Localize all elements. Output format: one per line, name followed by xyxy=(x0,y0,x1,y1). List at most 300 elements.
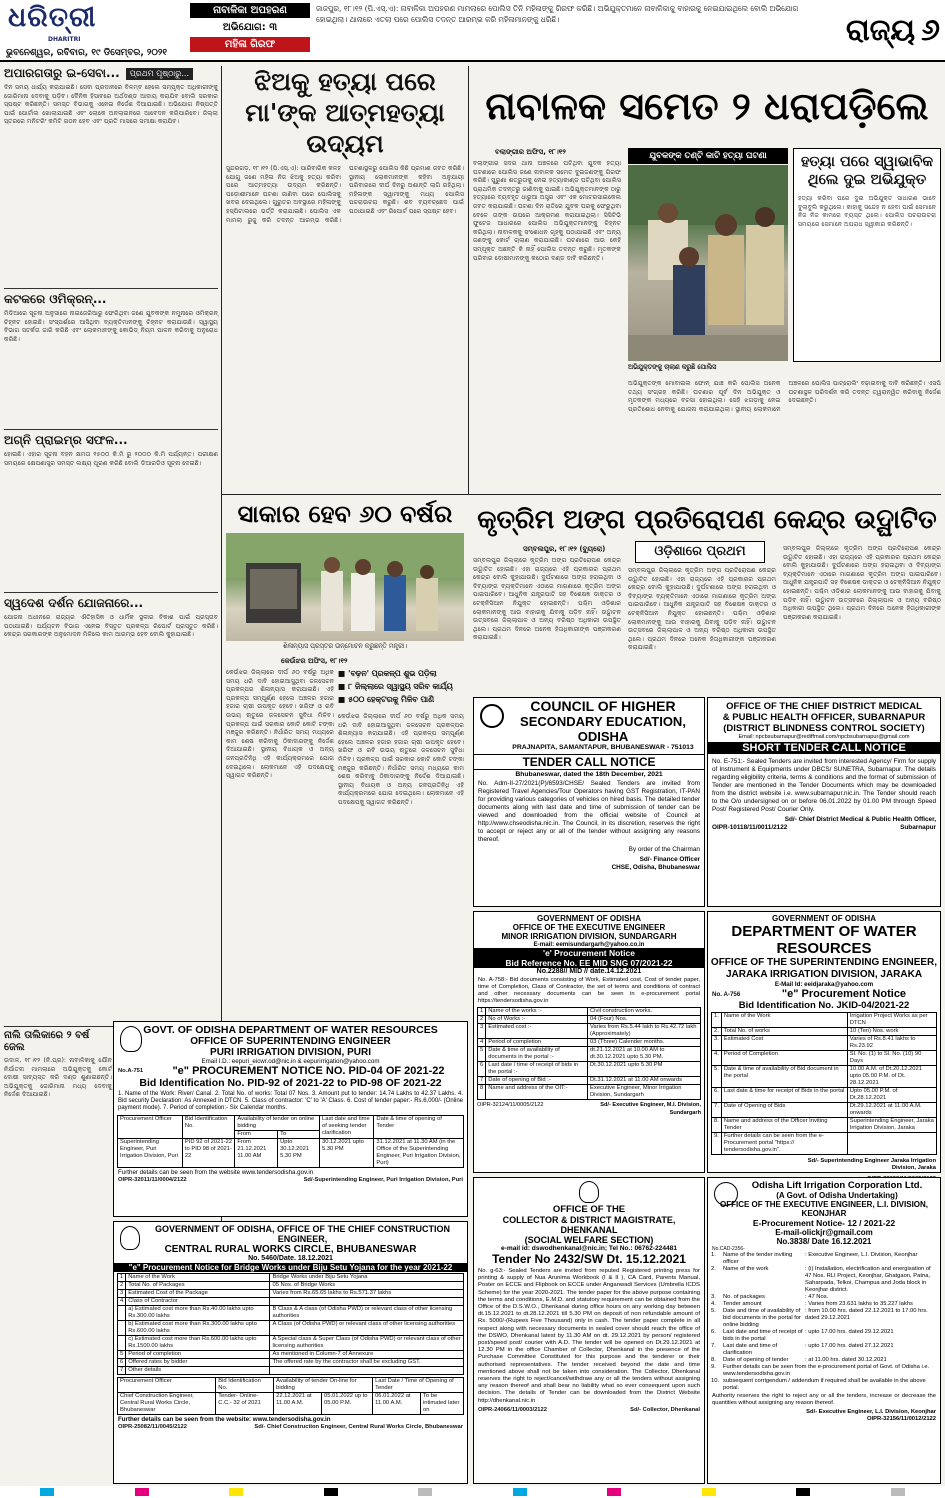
mi-cell: 8 xyxy=(478,1085,486,1100)
mi-row xyxy=(478,1024,701,1039)
dk-tender: Tender No 2432/SW Dt. 15.12.2021 xyxy=(492,1252,686,1266)
chse-body: No. Adm-II-27/2021(P)/6593/CHSE/ Sealed Tenders are invited from Registered Travel Agencies/Tour Operators having GST Registration, IT-PAN for providing various categories of vehicles on hired basis. The detailed tender documents along with last date and time of submission of tender can be viewed and downloaded from the official website of Council at http://www.chseodisha.nic.in. The Council, in its discretion, reserves the right to accept or reject any or all of the tender without assigning any reasons thereof. xyxy=(478,780,700,843)
mi-cell: Last date / time of receipt of bids in the portal :- xyxy=(486,1062,588,1077)
masthead-teaser: ଜାଜପୁର, ୧୮।୧୨ (ପି.ଏସ୍.ଏ): ନାବାଳିକା ଅପହରଣ ମାମଲାରେ ପୋଲିସ ତିନି ମହିଳାଙ୍କୁ ଗିରଫ କରିଛି। ଅଭିଯୁକ୍ତମାନେ ନାବାଳିକାକୁ ବାହାରକୁ ନେଇଯାଇଥିଲେ ବୋଲି ଅଭିଯୋଗ ହୋଇଥିଲା। ଥାନାରେ ଏତଲା ପରେ ପୋଲିସ ତଦନ୍ତ ଆରମ୍ଭ କରି ମହିଳାମାନଙ୍କୁ ଧରିଛି। xyxy=(316,4,799,24)
rw-cell: 1 xyxy=(118,1274,126,1282)
organ-body-2: ସମ୍ବଲପୁର ଜିଲ୍ଲାରେ କୃତ୍ରିମ ଅଙ୍ଗ ପ୍ରତିରୋପଣ କେନ୍ଦ୍ର ଉଦ୍ଘାଟିତ ହୋଇଛି। ଏହା ରାଜ୍ୟରେ ଏହି ପ୍ରକାରର ପ୍ରଥମ କେନ୍ଦ୍ର ବୋଲି କୁହାଯାଉଛି। ଦୁର୍ଘଟଣାରେ ଅଙ୍ଗ ହରାଇଥିବା ଓ ଦିବ୍ୟାଙ୍ଗ ବ୍ୟକ୍ତିମାନେ ଏଠାରେ ମାଗଣାରେ କୃତ୍ରିମ ଅଙ୍ଗ ପାଇପାରିବେ। ଆଧୁନିକ ଯନ୍ତ୍ରପାତି ସହ ବିଶେଷଜ୍ଞ ଡାକ୍ତର ଓ ଟେକ୍ନିସିଆନ ନିଯୁକ୍ତ ହୋଇଛନ୍ତି। ପଶ୍ଚିମ ଓଡ଼ିଶାର ଲୋକମାନଙ୍କୁ ଆଉ ବାହାରକୁ ଯିବାକୁ ପଡ଼ିବ ନାହିଁ। ଉଦ୍ଘାଟନ ଉତ୍ସବରେ ଜିଲ୍ଲାପାଳ ଓ ଅନ୍ୟ ବରିଷ୍ଠ ଅଧିକାରୀ ଉପସ୍ଥିତ ଥିଲେ। ପ୍ରଥମ ଦିନରେ ଅନେକ ହିତାଧିକାରୀଙ୍କ ପଞ୍ଜୀକରଣ କରାଯାଇଛି। xyxy=(628,567,776,652)
li-item xyxy=(711,1308,937,1329)
brief-court xyxy=(4,1030,112,1485)
odisha-emblem-icon xyxy=(579,1181,599,1203)
rw-title2: CENTRAL RURAL WORKS CIRCLE, BHUBANESWAR xyxy=(164,1244,417,1255)
jk-cell: 10 (Ten) Nos. work xyxy=(847,1028,936,1036)
mi-cell: 04 (Four) Nos. xyxy=(587,1016,700,1024)
logo-text: ଧରିତ୍ରୀ xyxy=(8,2,97,33)
mi-cell: 2 xyxy=(478,1016,486,1024)
rw-cell: The offered rate by the contractor shall be excluding GST. xyxy=(270,1359,464,1367)
li-item-value: : Varies from 23.631 lakhs to 35.227 lakhs xyxy=(805,1301,913,1307)
brief-heading: ସ୍ୱଦେଶ ଦର୍ଶନ ଯୋଜନାରେ... xyxy=(4,596,144,610)
mi-sign: Sd/- Executive Engineer, M.I. Division, Sundargarh xyxy=(600,1102,701,1116)
mi-table xyxy=(477,1007,701,1100)
rw-row xyxy=(118,1359,464,1367)
cdmo-body: No. E-751:- Sealed Tenders are invited from interested Agency/ Firm for supply of Instrument & Equipments under DBCS/ SUNETRA, Subarnapur. The details regarding eligibility criteria, terms & conditions and the format of submission of Tender are mentioned in the Tender Documents which may be downloaded from the district website i.e. www.subarnapur.nic.in. The Tender should reach to the O/o undersigned on or before 06.01.2022 by 01.00 PM through Speed Post/ Registered Post/ Courier Only. xyxy=(712,758,936,813)
cdmo-ref: OIPR-10118/11/0011/2122 xyxy=(712,824,788,831)
mi-cell: Estimated cost :- xyxy=(486,1024,588,1039)
rw-td: To be intimated later on xyxy=(420,1393,463,1415)
brief-text: ଦିନ ସମୟ ଧାର୍ଯ୍ୟ କରାଯାଇଛି। ସେବା ପ୍ରଦାନରେ ବିଳମ୍ବ ହେଲେ ସମ୍ପୃକ୍ତ ଅଧିକାରୀଙ୍କୁ ଜୋରିମାନା ଦେବାକୁ ପଡ଼ିବ। ଦୈନିକ ହିସାବରେ ଅର୍ଥଦଣ୍ଡ ଆଦାୟ କରାଯିବ ବୋଲି ସରକାର ସ୍ପଷ୍ଟ କରିଛନ୍ତି। ସମସ୍ତ ବିଭାଗକୁ ଏନେଇ ନିର୍ଦ୍ଦେଶ ଦିଆଯାଇଛି। ଅଭିଯୋଗ ନିଷ୍ପତ୍ତି ପାଇଁ ପୋର୍ଟାଲ ଖୋଲାଯାଇଛି ଏବଂ ଲୋକେ ଅନଲାଇନରେ ଆବେଦନ କରିପାରିବେ। ଜିଲ୍ଲା ସ୍ତରରେ ମନିଟରିଂ କମିଟି ଗଠନ ହେବ ଏବଂ ପ୍ରତି ମାସରେ ସମୀକ୍ଷା କରାଯିବ। xyxy=(4,84,218,126)
li-item-value: : Executive Engineer, L.I. Division, Keonjhar xyxy=(805,1252,918,1258)
color-swatch xyxy=(702,1488,716,1496)
jk-row xyxy=(712,1051,937,1066)
chse-order: By order of the Chairman xyxy=(628,846,700,853)
jk-title1: GOVERNMENT OF ODISHA xyxy=(771,914,876,923)
rw-row xyxy=(118,1367,464,1375)
story-organ xyxy=(473,497,941,693)
jk-email: E-Mail Id: eeidjaraka@yahoo.com xyxy=(774,981,874,988)
rw-row xyxy=(118,1298,464,1306)
logo-subtitle: DHARITRI xyxy=(48,36,81,43)
li-item xyxy=(711,1357,937,1364)
rw-td: 06.01.2022 at 11.00 A.M. xyxy=(373,1393,421,1415)
li-item-value: : upto 17.00 hrs. dated 27.12.2021 xyxy=(805,1343,894,1349)
li-item-label: Name of the tender inviting officer xyxy=(723,1252,793,1265)
color-swatch xyxy=(135,1488,149,1496)
rw-cell: 3 xyxy=(118,1290,126,1298)
organ-tag-text: ଓଡ଼ିଶାରେ ପ୍ରଥମ xyxy=(654,544,746,559)
dream-photo xyxy=(226,533,464,641)
jk-title3: OFFICE OF THE SUPERINTENDING ENGINEER, JARAKA IRRIGATION DIVISION, JARAKA xyxy=(710,957,938,980)
rw-row xyxy=(118,1274,464,1282)
puri-footer: Further details can be seen from the website www.tendersodisha.gov.in xyxy=(118,1168,314,1176)
li-rows xyxy=(708,1252,940,1392)
rw-row xyxy=(118,1282,464,1290)
puri-table: Procurement Officer Bid Identification No. Availability of tender on online bidding Last date and time of seeking tender clarification Date & time of opening of Tender From To Superintending Engineer, Puri Irrigation Division, Puri PID 92 of 2021-22 to PID 98 of 2021-22 From 21.12.2021 11.00 AM Upto 30.12.2021 5.30 PM 30.12.2021 upto 5.30 PM 31.12.2021 at 11.30 AM (in the Office of the Superintending Engineer, Puri Irrigation Division, Puri) xyxy=(117,1115,464,1168)
odisha-emblem-icon xyxy=(120,1226,140,1250)
olic-logo-icon xyxy=(714,1182,738,1206)
mi-cell: Varies from Rs.5.44 lakh to Rs.42.72 lakh (Approximately) xyxy=(587,1024,700,1039)
story-headline: ଝିଅକୁ ହତ୍ୟା ପରେ ମା'ଙ୍କ ଆତ୍ମହତ୍ୟା ଉଦ୍ୟମ xyxy=(245,67,445,158)
jk-cell: 1. xyxy=(712,1013,722,1028)
puri-sign: Sd/-Superintending Engineer, Puri Irrigation Division, Puri xyxy=(303,1176,463,1183)
brief-text: ହୋଇଛି। ଏହାର ସୂଚନା ବହନ କ୍ଷମତା ୧୫୦୦ କି.ମି ରୁ ୨୦୦୦ କି.ମି ପର୍ଯ୍ୟନ୍ତ। ପରୀକ୍ଷଣ ସମୟରେ କ୍ଷେପଣାସ୍ତ୍ର ସମସ୍ତ ଲକ୍ଷ୍ୟ ପୂରଣ କରିଛି ବୋଲି ଡିଆରଡିଓ ସୂଚନା ଦେଇଛି। xyxy=(4,451,218,467)
mi-cell: Date & time of availability of documents in the portal :- xyxy=(486,1047,588,1062)
mi-row xyxy=(478,1047,701,1062)
li-sign: Sd/- Executive Engineer, L.I. Division, Keonjhar xyxy=(806,1409,936,1415)
jk-cell: Last date & time for receipt of Bids in the portal xyxy=(721,1088,847,1103)
dream-bullets xyxy=(338,669,464,705)
dateline: ଭୁବନେଶ୍ୱର, ରବିବାର, ୧୯ ଡିସେମ୍ବର, ୨୦୨୧ xyxy=(6,48,168,58)
li-item xyxy=(711,1364,937,1378)
color-swatch xyxy=(229,1488,243,1496)
puri-th: Date & time of opening of Tender xyxy=(374,1115,464,1138)
mi-title3: MINOR IRRIGATION DIVISION, SUNDARGARH xyxy=(501,932,677,941)
cdmo-notice-title: SHORT TENDER CALL NOTICE xyxy=(708,742,940,754)
puri-td: 30.12.2021 upto 5.30 PM xyxy=(320,1138,374,1167)
chse-title2: SECONDARY EDUCATION, ODISHA xyxy=(520,714,686,744)
jk-cell xyxy=(847,1133,936,1155)
mi-row xyxy=(478,1085,701,1100)
li-item-label: No. of packages xyxy=(723,1294,765,1300)
rw-cell: Name of the Work xyxy=(126,1274,270,1282)
li-no: No.3838/ Date 16.12.2021 xyxy=(776,1237,872,1246)
jk-cell: Period of Completion xyxy=(721,1051,847,1066)
rw-cell: As mentioned in Column-7 of Annexure xyxy=(270,1351,464,1359)
li-item-label: subsequent corrigendum / addendum if required shall be available in the above portal. xyxy=(723,1378,926,1391)
color-swatch xyxy=(418,1488,432,1496)
odisha-emblem-icon xyxy=(120,1026,142,1052)
rw-no: No. 5460/Date. 18.12.2021 xyxy=(248,1255,333,1262)
jk-no: No. A-756 xyxy=(712,990,741,998)
color-swatch xyxy=(324,1488,338,1496)
li-title3: OFFICE OF THE EXECUTIVE ENGINEER, L.I. DIVISION, KEONJHAR xyxy=(719,1200,929,1218)
rw-cell: a) Estimated cost more than Rs.40.00 lakhs upto Rs.300.00 lakhs xyxy=(126,1306,270,1321)
jk-cell: 9. xyxy=(712,1133,722,1155)
story-body: ସୁନ୍ଦରଗଡ଼, ୧୮।୧୨ (ପି.ଏସ୍.ଏ): ପାରିବାରିକ କଳହ ଯୋଗୁ ଜଣେ ମହିଳା ନିଜ ଝିଅକୁ ହତ୍ୟା କରିବା ପରେ ଆତ୍ମହତ୍ୟା ଉଦ୍ୟମ କରିଛନ୍ତି। ପଡ଼ୋଶୀମାନେ ଘଟଣା ଜାଣିବା ପରେ ପୋଲିସକୁ ଖବର ଦେଇଥିଲେ। ଗୁରୁତର ଅବସ୍ଥାରେ ମହିଳାଙ୍କୁ ହସ୍ପିଟାଲରେ ଭର୍ତ୍ତି କରାଯାଇଛି। ପୋଲିସ ଏକ ମାମଲା ରୁଜୁ କରି ତଦନ୍ତ ଆରମ୍ଭ କରିଛି। ଘଟଣାସ୍ଥଳରୁ ପୋଲିସ କିଛି ପ୍ରମାଣ ଜବତ କରିଛି। ସ୍ଥାନୀୟ ଲୋକମାନଙ୍କ କହିବା ଅନୁଯାୟୀ ପରିବାରରେ ଦୀର୍ଘ ଦିନରୁ ଅଶାନ୍ତି ଲାଗି ରହିଥିଲା। ମହିଳାଙ୍କ ସ୍ୱାମୀଙ୍କୁ ମଧ୍ୟ ପୋଲିସ ପଚରାଉଚରା କରୁଛି। ଶବ ବ୍ୟବଚ୍ଛେଦ ପାଇଁ ପଠାଯାଇଛି ଏବଂ ରିପୋର୍ଟ ପରେ ସ୍ପଷ୍ଟ ହେବ। xyxy=(226,165,464,224)
cdmo-title2: & PUBLIC HEALTH OFFICER, SUBARNAPUR xyxy=(722,712,926,723)
li-code: No.CAD-2356- xyxy=(712,1246,745,1252)
chse-notice-title: TENDER CALL NOTICE xyxy=(474,754,704,770)
rw-cell: Varies from Rs.65.65 lakhs to Rs.571.37 lakhs xyxy=(270,1290,464,1298)
section-label xyxy=(815,6,940,54)
rw-cell: b) Estimated cost more than Rs.300.00 lakhs upto Rs.600.00 lakhs xyxy=(126,1321,270,1336)
brief-swadesh xyxy=(4,596,218,1032)
li-item-label: Last date and time of receipt of bids in the portal xyxy=(723,1329,803,1342)
ad-minor-irrigation xyxy=(473,911,705,1173)
li-item-num: 4. xyxy=(711,1301,716,1307)
rw-ref: OIPR-25082/11/0045/2122 xyxy=(118,1424,187,1430)
jk-row xyxy=(712,1103,937,1118)
rw-row xyxy=(118,1336,464,1351)
story-suicide xyxy=(226,66,464,491)
rw-cell: Other details xyxy=(126,1367,270,1375)
mi-no: No.2288// MID // date.14.12.2021 xyxy=(536,968,642,975)
mi-cell: Civil construction works. xyxy=(587,1008,700,1016)
color-swatch xyxy=(40,1488,54,1496)
li-title1: Odisha Lift Irrigation Corporation Ltd. xyxy=(751,1180,923,1191)
rw-td: 05.01.2022 up to 05.00 P.M. xyxy=(322,1393,373,1415)
brief-text: ଉଦାଳ, ୧୮।୧୨ (ନି.ପ୍ର): ନାବାଳିକାକୁ ଯୌନ ନିର୍ଯାତନା ମାମଲାରେ ଅଭିଯୁକ୍ତକୁ କୋର୍ଟ ଦୋଷୀ ସାବ୍ୟସ୍ତ କରି ଦଣ୍ଡ ଶୁଣାଇଛନ୍ତି। ଅଭିଯୁକ୍ତକୁ ଜୋରିମାନା ମଧ୍ୟ ଦେବାକୁ ନିର୍ଦ୍ଦେଶ ଦିଆଯାଇଛି। xyxy=(4,1057,112,1099)
bullet-item: ■ ୮ ଜିଲ୍ଲାରେ ସ୍ୱାସ୍ଥ୍ୟ ସରିବ କାର୍ଯ୍ୟ xyxy=(338,682,453,691)
jk-cell: 8. xyxy=(712,1118,722,1133)
jk-cell: Sl. No. (1) to Sl. No. (10) 90 Days xyxy=(847,1051,936,1066)
photo-tag-text: ଯୁବକଙ୍କ ତଣ୍ଟି କାଟି ହତ୍ୟା ଘଟଣା xyxy=(649,151,767,161)
rw-cell: 4 xyxy=(118,1298,126,1306)
li-item-num: 5. xyxy=(711,1308,716,1314)
rw-th: Availability of tender On-line for bidding xyxy=(274,1378,373,1393)
tag-block xyxy=(190,3,310,58)
mi-cell: 03 (Three) Calender months. xyxy=(587,1039,700,1047)
mi-title1: GOVERNMENT OF ODISHA xyxy=(536,914,641,923)
dk-ref: OIPR-24066/11/0003/2122 xyxy=(478,1406,547,1413)
cdmo-sign: Sd/- Chief District Medical & Public Health Officer, xyxy=(784,816,936,823)
li-item xyxy=(711,1266,937,1294)
brief-text: ମିଡିଆରେ ସୂଚନା ଅନୁସାରେ ନାଇଜେରିଆରୁ ଫେରିଥିବା ଜଣେ ଯୁବକଙ୍କ ନମୁନାରେ ଓମିକ୍ରନ୍ ଚିହ୍ନଟ ହୋଇଛି। ସଂସ୍ପର୍ଶରେ ଆସିଥିବା ବ୍ୟକ୍ତିମାନଙ୍କୁ ଚିହ୍ନଟ କରାଯାଉଛି। ସ୍ୱାସ୍ଥ୍ୟ ବିଭାଗ ସତର୍କତା ଜାରି କରିଛି ଏବଂ ଲୋକମାନଙ୍କୁ କୋଭିଡ୍ ନିୟମ ପାଳନ କରିବାକୁ ଅନୁରୋଧ କରିଛି। xyxy=(4,310,218,343)
mi-bid: Bid Reference No. EE MID SNG 07/2021-22 xyxy=(474,958,704,968)
puri-th: Availability of tender on online bidding xyxy=(235,1115,320,1130)
brief-eseva xyxy=(4,66,218,286)
puri-desc: 1. Name of the Work: River/ Canal. 2. Total No. of works: Total 07 Nos. 3. Amount put to tender: 14.74 Lakhs to 42.37 Lakhs. 4. Bid security Declaration: As Annexed in DTCN. 5. Class of contractor: 'C' to 'A' Class. 6. Cost of tender paper:- Rs.6,000/- (Online payment mode). 7. Period of completion:- Six Calendar months. xyxy=(118,1091,463,1112)
puri-bid: Bid Identification No. PID-92 of 2021-22 to PID-98 OF 2021-22 xyxy=(139,1077,442,1089)
dk-title3: (SOCIAL WELFARE SECTION) xyxy=(524,1235,654,1245)
li-ref: OIPR-32156/11/0012/2122 xyxy=(867,1416,936,1422)
organ-headline: କୃତ୍ରିମ ଅଙ୍ଗ ପ୍ରତିରୋପଣ କେନ୍ଦ୍ର ଉଦ୍ଘାଟିତ xyxy=(477,505,937,535)
puri-td: PID 92 of 2021-22 to PID 98 of 2021-22 xyxy=(182,1138,234,1167)
organ-body-1: ସମ୍ବଲପୁର ଜିଲ୍ଲାରେ କୃତ୍ରିମ ଅଙ୍ଗ ପ୍ରତିରୋପଣ କେନ୍ଦ୍ର ଉଦ୍ଘାଟିତ ହୋଇଛି। ଏହା ରାଜ୍ୟରେ ଏହି ପ୍ରକାରର ପ୍ରଥମ କେନ୍ଦ୍ର ବୋଲି କୁହାଯାଉଛି। ଦୁର୍ଘଟଣାରେ ଅଙ୍ଗ ହରାଇଥିବା ଓ ଦିବ୍ୟାଙ୍ଗ ବ୍ୟକ୍ତିମାନେ ଏଠାରେ ମାଗଣାରେ କୃତ୍ରିମ ଅଙ୍ଗ ପାଇପାରିବେ। ଆଧୁନିକ ଯନ୍ତ୍ରପାତି ସହ ବିଶେଷଜ୍ଞ ଡାକ୍ତର ଓ ଟେକ୍ନିସିଆନ ନିଯୁକ୍ତ ହୋଇଛନ୍ତି। ପଶ୍ଚିମ ଓଡ଼ିଶାର ଲୋକମାନଙ୍କୁ ଆଉ ବାହାରକୁ ଯିବାକୁ ପଡ଼ିବ ନାହିଁ। ଉଦ୍ଘାଟନ ଉତ୍ସବରେ ଜିଲ୍ଲାପାଳ ଓ ଅନ୍ୟ ବରିଷ୍ଠ ଅଧିକାରୀ ଉପସ୍ଥିତ ଥିଲେ। ପ୍ରଥମ ଦିନରେ ଅନେକ ହିତାଧିକାରୀଙ୍କ ପଞ୍ଜୀକରଣ କରାଯାଇଛି। xyxy=(473,557,621,642)
rw-table2 xyxy=(117,1377,464,1415)
continued-tag: ପ୍ରଥମ ପୃଷ୍ଠାରୁ... xyxy=(126,68,193,80)
jk-sign: Sd/- Superintending Engineer Jaraka Irrigation Division, Jaraka xyxy=(807,1158,936,1171)
jk-cell: 3. xyxy=(712,1036,722,1051)
li-item-value: : at 11.00 hrs. dated 30.12.2021 xyxy=(805,1357,887,1363)
jk-row xyxy=(712,1013,937,1028)
puri-td: 31.12.2021 at 11.30 AM (in the Office of the Superintending Engineer, Puri Irrigation Division, Puri) xyxy=(374,1138,464,1167)
mi-proc: 'e' Procurement Notice xyxy=(474,948,704,958)
rw-cell: B Class & A class (of Odisha PWD) or relevant class of other licensing authorities xyxy=(270,1306,464,1321)
mi-footer xyxy=(474,1100,704,1118)
jk-cell: Total No. of works xyxy=(721,1028,847,1036)
dk-title2: COLLECTOR & DISTRICT MAGISTRATE, DHENKANAL xyxy=(502,1215,676,1235)
story-dream xyxy=(226,497,464,1097)
mi-title2: OFFICE OF THE EXECUTIVE ENGINEER xyxy=(512,923,666,932)
rw-row xyxy=(118,1321,464,1336)
cdmo-footer xyxy=(708,824,940,832)
li-footer: Authority reserves the right to reject any or all the tenders, increase or decrease the quantities without assigning any reason thereof. xyxy=(712,1393,936,1406)
jk-proc-row xyxy=(708,988,940,1000)
puri-no: No.A-751 xyxy=(118,1068,144,1074)
cdmo-title1: OFFICE OF THE CHIEF DISTRICT MEDICAL xyxy=(726,701,922,712)
rw-cell xyxy=(118,1306,126,1321)
rw-cell: Class of Contractor xyxy=(126,1298,270,1306)
rw-cell: 2 xyxy=(118,1282,126,1290)
li-email: E-mail-olickjr@gmail.com xyxy=(775,1228,873,1237)
rw-cell: A Special class & Super Class (of Odisha PWD) or relevant class of other licensing authorities xyxy=(270,1336,464,1351)
jk-cell: Name and address of the Officer Inviting Tender xyxy=(721,1118,847,1133)
li-item-value: : upto 17.00 hrs. dated 29.12.2021 xyxy=(805,1329,894,1335)
tag-complaint: ଅଭିଯୋଗ: ୩ xyxy=(222,22,278,33)
puri-bottom xyxy=(114,1177,467,1183)
rw-cell xyxy=(118,1321,126,1336)
lead-body: ବଲାଙ୍ଗୀର ସଦର ଥାନା ଅଞ୍ଚଳରେ ଘଟିଥିବା ଯୁବକ ହତ୍ୟା ଘଟଣାରେ ପୋଲିସ ଜଣେ ନାବାଳକ ସମେତ ଦୁଇଜଣଙ୍କୁ ଗିରଫ କରିଛି। ପୁରୁଣା ଶତ୍ରୁତାକୁ ନେଇ ହତ୍ୟାକାଣ୍ଡ ଘଟିଥିବା ପୋଲିସ ପ୍ରାଥମିକ ତଦନ୍ତରୁ ଜାଣିବାକୁ ପାଇଛି। ଅଭିଯୁକ୍ତମାନଙ୍କ ଠାରୁ ହତ୍ୟାରେ ବ୍ୟବହୃତ ଧାରୁଆ ଅସ୍ତ୍ର ଏବଂ ଏକ ମୋଟରସାଇକେଲ ଜବତ କରାଯାଇଛି। ଘଟଣା ଦିନ ରାତିରେ ଯୁବକ ଘରକୁ ଫେରୁଥିବା ବେଳେ ତାଙ୍କ ଉପରେ ଆକ୍ରମଣ କରାଯାଇଥିଲା। ସିସିଟିଭି ଫୁଟେଜ ଆଧାରରେ ପୋଲିସ ଅଭିଯୁକ୍ତମାନଙ୍କୁ ଚିହ୍ନଟ କରିଥିଲା। ନାବାଳକକୁ ସଂଶୋଧନ ଗୃହକୁ ପଠାଯାଇଛି ଏବଂ ଅନ୍ୟ ଜଣଙ୍କୁ କୋର୍ଟ ଚାଲାଣ କରାଯାଇଛି। ଘଟଣାରେ ଆଉ କେହି ସମ୍ପୃକ୍ତ ଅଛନ୍ତି କି ନାହିଁ ପୋଲିସ ତଦନ୍ତ କରୁଛି। ମୃତକଙ୍କ ପରିବାର ଦୋଷୀମାନଙ୍କୁ କଠୋର ଦଣ୍ଡ ଦାବି କରିଛନ୍ତି। xyxy=(473,160,621,262)
brief-heading: ଅପାରଗତାରୁ ଇ-ସେବା... xyxy=(4,66,120,80)
li-title2: (A Govt. of Odisha Undertaking) xyxy=(776,1191,898,1200)
rw-th: Bid Identification No. xyxy=(216,1378,274,1393)
jk-cell: Upto 05.00 P.M. of Dt.28.12.2021 xyxy=(847,1088,936,1103)
jk-bid: Bid Identification No. JKID-04/2021-22 xyxy=(738,1000,910,1011)
puri-title1: GOVT. OF ODISHA DEPARTMENT OF WATER RESOURCES xyxy=(143,1024,438,1036)
lead-dateline: ବଲାଙ୍ଗୀର ଅଫିସ, ୧୮।୧୨ xyxy=(495,148,566,156)
bullet-item: ■ ୫୦୦ ହେକ୍ଟରକୁ ମିଳିବ ପାଣି xyxy=(338,695,434,704)
rw-cell: 05 Nos. of Bridge Works xyxy=(270,1282,464,1290)
puri-td: Superintending Engineer, Puri Irrigation Division, Puri xyxy=(118,1138,183,1167)
dream-body-right: କେଉଁଝର ଜିଲ୍ଲାରେ ଦୀର୍ଘ ୬୦ ବର୍ଷରୁ ଅଧିକ ସମୟ ଧରି ଦାବି ହୋଇଆସୁଥିବା ଜଳସେଚନ ପ୍ରକଳ୍ପର ଶିଳାନ୍ୟାସ କରାଯାଇଛି। ଏହି ପ୍ରକଳ୍ପ ସମ୍ପୂର୍ଣ୍ଣ ହେଲେ ଅଞ୍ଚଳର ହଜାର ହଜାର ଚାଷୀ ଉପକୃତ ହେବେ। ଖରିଫ ଓ ରବି ଉଭୟ ଋତୁରେ ଜଳସେଚନ ସୁବିଧା ମିଳିବ। ପ୍ରକଳ୍ପ ପାଇଁ ସରକାର କୋଟି କୋଟି ଟଙ୍କା ମଞ୍ଜୁର କରିଛନ୍ତି। ନିର୍ଧାରିତ ସମୟ ମଧ୍ୟରେ କାମ ଶେଷ କରିବାକୁ ଠିକାଦାରଙ୍କୁ ନିର୍ଦ୍ଦେଶ ଦିଆଯାଇଛି। ସ୍ଥାନୀୟ ବିଧାୟକ ଓ ଅନ୍ୟ ଜନପ୍ରତିନିଧି ଏହି କାର୍ଯ୍ୟକ୍ରମରେ ଯୋଗ ଦେଇଥିଲେ। ଲୋକମାନେ ଏହି ପଦକ୍ଷେପକୁ ସ୍ୱାଗତ କରିଛନ୍ତି। xyxy=(338,713,464,806)
rw-cell: A Class (of Odisha PWD) or relevant class of other licensing authorities xyxy=(270,1321,464,1336)
li-item-label: Last date and time of clarification xyxy=(723,1343,778,1356)
mi-cell: 3 xyxy=(478,1024,486,1039)
mi-row xyxy=(478,1062,701,1077)
rw-cell: Offered rates by bidder xyxy=(126,1359,270,1367)
ad-dhenkanal xyxy=(473,1177,705,1484)
li-proc: E-Procurement Notice- 12 / 2021-22 xyxy=(752,1218,896,1228)
rw-cell xyxy=(118,1336,126,1351)
color-swatch xyxy=(513,1488,527,1496)
li-item-num: 2. xyxy=(711,1266,716,1272)
li-item-value: : 47 Nos. xyxy=(805,1294,829,1300)
ad-jaraka xyxy=(707,911,941,1173)
li-item-num: 6. xyxy=(711,1329,716,1335)
li-item xyxy=(711,1301,937,1308)
masthead xyxy=(0,0,945,62)
li-item-num: 10. xyxy=(711,1378,720,1384)
ad-chse xyxy=(473,697,705,907)
rw-proc: "e" Procurement Notice for Bridge Works under Biju Setu Yojana for the year 2021-22 xyxy=(114,1263,467,1272)
jk-table xyxy=(711,1012,937,1155)
li-item-label: Name of the work xyxy=(723,1266,769,1272)
jk-row xyxy=(712,1028,937,1036)
jk-cell: Superintending Engineer, Jaraka Irrigation Division, Jaraka xyxy=(847,1118,936,1133)
jk-cell: Varies of Rs.8.41 lakhs to Rs.23.92 xyxy=(847,1036,936,1051)
rw-td: Chief Construction Engineer, Central Rural Works Circle, Bhubaneswar xyxy=(118,1393,216,1415)
brief-text: ଯୋଜନା ଅଧୀନରେ ରାଜ୍ୟର ଐତିହାସିକ ଓ ଧାର୍ମିକ ସ୍ଥଳୀର ବିକାଶ ପାଇଁ ପ୍ରସ୍ତାବ ପଠାଯାଇଛି। ପର୍ଯ୍ୟଟନ ବିଭାଗ ଏନେଇ ବିସ୍ତୃତ ପ୍ରକଳ୍ପ ରିପୋର୍ଟ ପ୍ରସ୍ତୁତ କରିଛି। କେନ୍ଦ୍ର ସରକାରଙ୍କ ଅନୁମୋଦନ ମିଳିଲେ କାମ ଆରମ୍ଭ ହେବ ବୋଲି କୁହାଯାଇଛି। xyxy=(4,614,218,639)
brief-omicron xyxy=(4,292,218,430)
cdmo-title3: (DISTRICT BLINDNESS CONTROL SOCIETY) xyxy=(723,723,925,734)
rw-cell: c) Estimated cost more than Rs.600.00 lakhs upto Rs.1500.00 lakhs xyxy=(126,1336,270,1351)
rw-cell xyxy=(270,1298,464,1306)
page-number: ୬ xyxy=(921,12,940,48)
bullet-item: ■ 'ବଢ଼ନ' ପ୍ରକଳ୍ପ ଶୁଭ ପଡ଼ିଲା xyxy=(338,669,437,678)
rw-table xyxy=(117,1273,464,1375)
jk-row xyxy=(712,1118,937,1133)
color-swatch xyxy=(796,1488,810,1496)
mi-email: E-mail: eemisundargarh@yahoo.co.in xyxy=(533,941,645,948)
mi-cell: 6 xyxy=(478,1062,486,1077)
mi-cell: dt.21.12.2021 at 10.00 AM to dt.30.12.2021 upto 5.30 PM. xyxy=(587,1047,700,1062)
mi-row xyxy=(478,1077,701,1085)
ad-cdmo xyxy=(707,697,941,907)
dk-title1: OFFICE OF THE xyxy=(552,1204,626,1215)
mi-cell: No of Works :- xyxy=(486,1016,588,1024)
mi-cell: 1 xyxy=(478,1008,486,1016)
jk-title2: DEPARTMENT OF WATER RESOURCES xyxy=(731,923,917,957)
rw-sign: Sd/- Chief Construction Engineer, Central Rural Works Circle, Bhubaneswar xyxy=(254,1424,463,1430)
jk-cell: 6. xyxy=(712,1088,722,1103)
dk-body: No. g-63:- Sealed Tenders are invited from reputed Registered printing press for printing & supply of Nua Arunima Workbook (I & II ), CA Card, Parents Manual, Poster on ECCE and Flipbook on ECCE under Anganwadi Services (Umbrella ICDS Scheme) for the year 2020-2021. The tender paper for the above purpose containing the terms and conditions, E.M.D. and statutory requirement can be obtained from the Office of the D.S.W.O., Dhenkanal during office hours on any working day between dt.15.12.2021 to dt.28.12.2021 till 5.30 PM on deposit of non refundable amount of Rs. 5000/-(Rupees Five Thousand) only in cash. The tender paper complete in all respect along with necessary documents in sealed cover should reach the office of the DSWO, Dhenkanal latest by 11.30 AM on dt. 29.12.2021 by person/ registered post/speed post/ courier with A.D. The tender will be opened on Dt.29.12.2021 at 12.30 PM in the office Chamber of Collector, Dhenkanal in the presence of the Purchase Committee Constituted for this purpose and the tenderer or their authorised representatives. The tender received beyond the date and time mentioned above shall not be taken into consideration. The Collector, Dhenkanal reserves the right to reject/cancel/withdraw any or all the tenders without assigning any reason thereof and shall bear no liability what so ever consequent upon such decision. The details of Tender can be downloaded from the District Website http://dhenkanal.nic.in xyxy=(478,1268,700,1404)
rw-title1: GOVERNMENT OF ODISHA, OFFICE OF THE CHIEF CONSTRUCTION ENGINEER, xyxy=(154,1224,450,1244)
mi-cell: Name and address of the OIT:- xyxy=(486,1085,588,1100)
lead-photo-tag xyxy=(628,148,788,164)
jk-row xyxy=(712,1133,937,1155)
mi-cell: Dt.30.12.2021 upto 5.30 PM xyxy=(587,1062,700,1077)
puri-td: From 21.12.2021 11.00 AM xyxy=(235,1138,278,1167)
story-lead xyxy=(473,66,941,494)
puri-ref: OIPR-32011/11/0004/2122 xyxy=(118,1176,187,1183)
color-swatch xyxy=(607,1488,621,1496)
rw-cell: Period of completion xyxy=(126,1351,270,1359)
ad-lift-irrigation xyxy=(707,1177,941,1484)
puri-title2: OFFICE OF SUPERINTENDING ENGINEER xyxy=(190,1036,391,1047)
mi-cell: Name of the works :- xyxy=(486,1008,588,1016)
print-color-bar xyxy=(0,1486,945,1498)
chse-sign1: Sd/- Finance Officer xyxy=(639,856,700,863)
lead-body-continued: ଅଭିଯୁକ୍ତଙ୍କ ମୋବାଇଲ ଫୋନ୍ ଯାଞ୍ଚ କରି ପୋଲିସ ଅନେକ ତଥ୍ୟ ସଂଗ୍ରହ କରିଛି। ଘଟଣାର ପୂର୍ବ ଦିନ ଅଭିଯୁକ୍ତ ଓ ମୃତକଙ୍କ ମଧ୍ୟରେ ବଚସା ହୋଇଥିଲା। ସେହି ଝଗଡ଼ାକୁ ନେଇ ପ୍ରତିଶୋଧ ନେବାକୁ ଯୋଜନା କରାଯାଇଥିଲା। ସ୍ଥାନୀୟ ଲୋକମାନେ ଅଞ୍ଚଳରେ ପୋଲିସ ପାଟ୍ରୋଲିଂ ବଢ଼ାଇବାକୁ ଦାବି କରିଛନ୍ତି। ଏସପି ଘଟଣାସ୍ଥଳ ପରିଦର୍ଶନ କରି ତଦନ୍ତ ତ୍ୱରାନ୍ୱିତ କରିବାକୁ ନିର୍ଦ୍ଦେଶ ଦେଇଛନ୍ତି। xyxy=(628,380,941,413)
li-item-num: 3. xyxy=(711,1294,716,1300)
jk-cell: Date of Opening of Bids xyxy=(721,1103,847,1118)
dk-sign: Sd/- Collector, Dhenkanal xyxy=(630,1406,700,1413)
li-item-num: 9. xyxy=(711,1364,716,1370)
mi-row xyxy=(478,1016,701,1024)
ad-rural-works xyxy=(113,1221,468,1484)
rw-cell: Estimated Cost of the Package xyxy=(126,1290,270,1298)
organ-body-3: ସମ୍ବଲପୁର ଜିଲ୍ଲାରେ କୃତ୍ରିମ ଅଙ୍ଗ ପ୍ରତିରୋପଣ କେନ୍ଦ୍ର ଉଦ୍ଘାଟିତ ହୋଇଛି। ଏହା ରାଜ୍ୟରେ ଏହି ପ୍ରକାରର ପ୍ରଥମ କେନ୍ଦ୍ର ବୋଲି କୁହାଯାଉଛି। ଦୁର୍ଘଟଣାରେ ଅଙ୍ଗ ହରାଇଥିବା ଓ ଦିବ୍ୟାଙ୍ଗ ବ୍ୟକ୍ତିମାନେ ଏଠାରେ ମାଗଣାରେ କୃତ୍ରିମ ଅଙ୍ଗ ପାଇପାରିବେ। ଆଧୁନିକ ଯନ୍ତ୍ରପାତି ସହ ବିଶେଷଜ୍ଞ ଡାକ୍ତର ଓ ଟେକ୍ନିସିଆନ ନିଯୁକ୍ତ ହୋଇଛନ୍ତି। ପଶ୍ଚିମ ଓଡ଼ିଶାର ଲୋକମାନଙ୍କୁ ଆଉ ବାହାରକୁ ଯିବାକୁ ପଡ଼ିବ ନାହିଁ। ଉଦ୍ଘାଟନ ଉତ୍ସବରେ ଜିଲ୍ଲାପାଳ ଓ ଅନ୍ୟ ବରିଷ୍ଠ ଅଧିକାରୀ ଉପସ୍ଥିତ ଥିଲେ। ପ୍ରଥମ ଦିନରେ ଅନେକ ହିତାଧିକାରୀଙ୍କ ପଞ୍ଜୀକରଣ କରାଯାଇଛି। xyxy=(783,545,941,621)
dream-body-left: କେଉଁଝର ଜିଲ୍ଲାରେ ଦୀର୍ଘ ୬୦ ବର୍ଷରୁ ଅଧିକ ସମୟ ଧରି ଦାବି ହୋଇଆସୁଥିବା ଜଳସେଚନ ପ୍ରକଳ୍ପର ଶିଳାନ୍ୟାସ କରାଯାଇଛି। ଏହି ପ୍ରକଳ୍ପ ସମ୍ପୂର୍ଣ୍ଣ ହେଲେ ଅଞ୍ଚଳର ହଜାର ହଜାର ଚାଷୀ ଉପକୃତ ହେବେ। ଖରିଫ ଓ ରବି ଉଭୟ ଋତୁରେ ଜଳସେଚନ ସୁବିଧା ମିଳିବ। ପ୍ରକଳ୍ପ ପାଇଁ ସରକାର କୋଟି କୋଟି ଟଙ୍କା ମଞ୍ଜୁର କରିଛନ୍ତି। ନିର୍ଧାରିତ ସମୟ ମଧ୍ୟରେ କାମ ଶେଷ କରିବାକୁ ଠିକାଦାରଙ୍କୁ ନିର୍ଦ୍ଦେଶ ଦିଆଯାଇଛି। ସ୍ଥାନୀୟ ବିଧାୟକ ଓ ଅନ୍ୟ ଜନପ୍ରତିନିଧି ଏହି କାର୍ଯ୍ୟକ୍ରମରେ ଯୋଗ ଦେଇଥିଲେ। ଲୋକମାନେ ଏହି ପଦକ୍ଷେପକୁ ସ୍ୱାଗତ କରିଛନ୍ତି। xyxy=(226,669,334,780)
puri-td: Upto 30.12.2021 5.30 PM xyxy=(278,1138,320,1167)
mi-cell: 7 xyxy=(478,1077,486,1085)
jk-cell: Estimated Cost xyxy=(721,1036,847,1051)
li-item xyxy=(711,1329,937,1343)
tag-arrest: ମହିଳା ଗିରଫ xyxy=(190,37,310,52)
ceremony-illustration xyxy=(226,533,464,641)
rw-cell: 5 xyxy=(118,1351,126,1359)
li-item-num: 7. xyxy=(711,1343,716,1349)
puri-title3: PURI IRRIGATION DIVISION, PURI xyxy=(210,1047,371,1058)
jk-cell: 5. xyxy=(712,1066,722,1088)
mi-cell: Executive Engineer, Minor Irrigation Division, Sundargarh xyxy=(587,1085,700,1100)
rw-cell: 6 xyxy=(118,1359,126,1367)
li-item-label: Date of opening of tender xyxy=(723,1357,789,1363)
li-item xyxy=(711,1343,937,1357)
jk-cell: Date & time of availability of Bid document in the portal xyxy=(721,1066,847,1088)
jk-cell: 10.00 A.M. of Dt.20.12.2021 upto 05.00 P.M. of Dt. 28.12.2021 xyxy=(847,1066,936,1088)
dream-headline: ସାକାର ହେବ ୬୦ ବର୍ଷର xyxy=(237,500,453,528)
lead-photo xyxy=(628,165,788,361)
jk-cell: 2. xyxy=(712,1028,722,1036)
rw-row xyxy=(118,1306,464,1321)
li-item-value: : (i) Installation, electrification and energisation of 47 Nos. RLI Project, Keonjhar, Ghatgaon, Patna, Saharpada, Telkoi, Champua and Joda block in Keonjhar district. xyxy=(805,1266,931,1293)
li-item-label: Further details can be seen from the e-procurement portal of Govt. of Odisha i.e. www.tendersodisha.gov.in xyxy=(723,1364,930,1377)
brief-heading: କଟକରେ ଓମିକ୍ରନ୍... xyxy=(4,292,107,306)
rw-cell xyxy=(270,1367,464,1375)
rw-cell: Bridge Works under Biju Setu Yojana xyxy=(270,1274,464,1282)
jk-proc: "e" Procurement Notice xyxy=(781,988,907,1000)
tag-abduction: ନାବାଳିକା ଅପହରଣ xyxy=(190,3,310,18)
rw-th: Last Date / Time of Opening of Tender xyxy=(373,1378,464,1393)
jk-cell: Irrigation Project Works as per DTCN xyxy=(847,1013,936,1028)
li-item xyxy=(711,1378,937,1392)
rw-td: 22.12.2021 at 11.00 A.M. xyxy=(274,1393,322,1415)
jk-cell: 4. xyxy=(712,1051,722,1066)
jk-cell: Name of the Work xyxy=(721,1013,847,1028)
rw-th: Procurement Officer xyxy=(118,1378,216,1393)
jk-row xyxy=(712,1066,937,1088)
rw-cell: Total No. of Packages xyxy=(126,1282,270,1290)
jk-row xyxy=(712,1036,937,1051)
chse-title1: COUNCIL OF HIGHER xyxy=(530,698,676,714)
li-item xyxy=(711,1294,937,1301)
puri-email: Email I.D.: eepuri_eicwr.od@nic.in & eepurirrigation@yahoo.com xyxy=(201,1058,380,1065)
puri-th: Last date and time of seeking tender clarification xyxy=(320,1115,374,1138)
brief-heading: ନାଲି ତାଲିକାରେ ୨ ବର୍ଷ ଜେଲ xyxy=(4,1030,90,1053)
li-item-num: 1. xyxy=(711,1252,716,1258)
chse-sign2: CHSE, Odisha, Bhubaneswar xyxy=(611,864,700,871)
organ-tag xyxy=(635,541,765,563)
chse-logo-icon xyxy=(480,704,504,728)
rw-td: Tender- Online- C.C.- 32 of 2021 xyxy=(216,1393,274,1415)
ad-puri xyxy=(113,1021,468,1217)
lead-photo-caption: ଅଭିଯୁକ୍ତଙ୍କୁ ଚାଲାଣ କରୁଛି ପୋଲିସ xyxy=(628,364,717,371)
dream-photo-caption: ଶିଳାନ୍ୟାସ ପ୍ରସ୍ତର ଉନ୍ମୋଚନ କରୁଛନ୍ତି ମନ୍ତ୍ରୀ। xyxy=(283,643,407,650)
mi-cell: 5 xyxy=(478,1047,486,1062)
jk-cell: 7. xyxy=(712,1103,722,1118)
section-name: ରାଜ୍ୟ xyxy=(845,12,916,48)
color-swatch xyxy=(891,1488,905,1496)
